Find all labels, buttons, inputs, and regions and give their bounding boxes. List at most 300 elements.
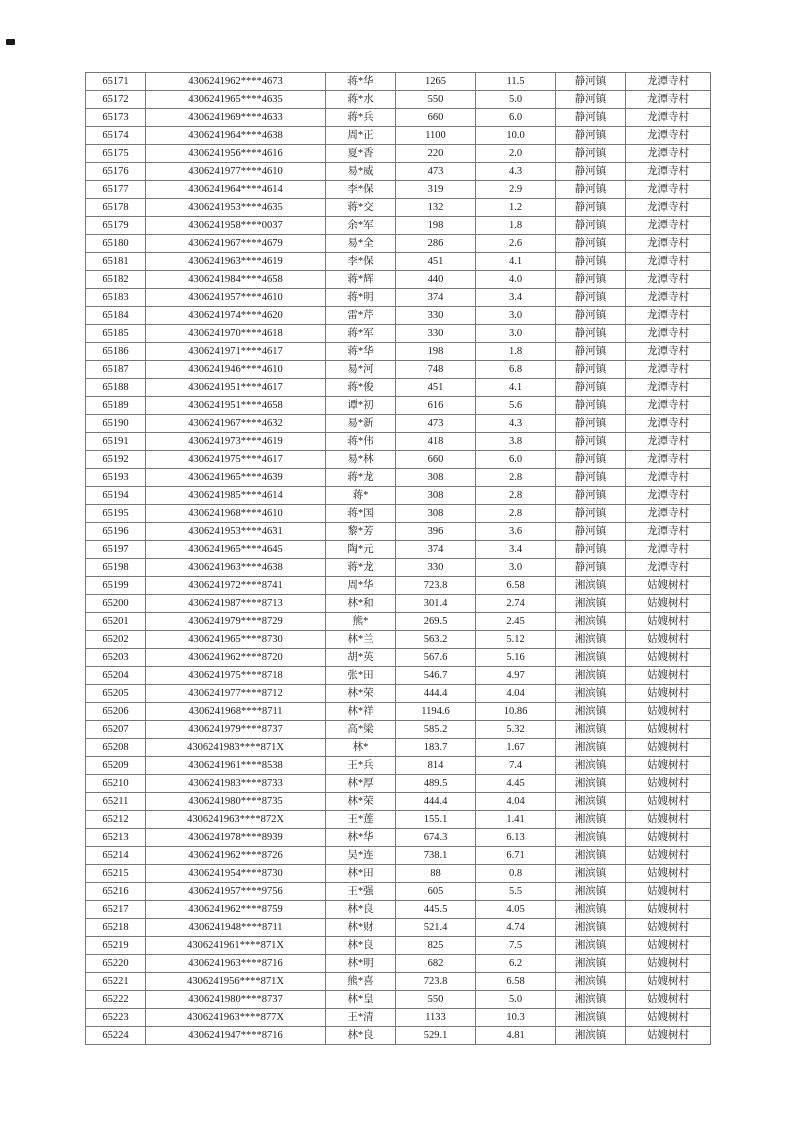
cell-town: 湘滨镇: [556, 847, 626, 865]
cell-town: 静河镇: [556, 217, 626, 235]
cell-amount: 444.4: [396, 793, 476, 811]
cell-sequence-number: 65222: [86, 991, 146, 1009]
cell-masked-name: 林*皇: [326, 991, 396, 1009]
cell-town: 静河镇: [556, 523, 626, 541]
cell-town: 湘滨镇: [556, 811, 626, 829]
cell-village: 姑嫂树村: [626, 811, 711, 829]
table-row: [86, 271, 711, 289]
cell-masked-id-number: 4306241963****872X: [146, 811, 326, 829]
cell-quantity: 4.04: [476, 793, 556, 811]
cell-masked-id-number: 4306241962****8759: [146, 901, 326, 919]
cell-masked-id-number: 4306241956****871X: [146, 973, 326, 991]
cell-masked-name: 林*: [326, 739, 396, 757]
table-row: [86, 289, 711, 307]
cell-masked-id-number: 4306241985****4614: [146, 487, 326, 505]
cell-masked-id-number: 4306241965****8730: [146, 631, 326, 649]
cell-quantity: 4.81: [476, 1027, 556, 1045]
cell-town: 湘滨镇: [556, 757, 626, 775]
cell-masked-id-number: 4306241983****8733: [146, 775, 326, 793]
cell-town: 湘滨镇: [556, 919, 626, 937]
cell-masked-name: 李*保: [326, 181, 396, 199]
cell-town: 静河镇: [556, 379, 626, 397]
cell-quantity: 4.3: [476, 415, 556, 433]
cell-masked-name: 熊*喜: [326, 973, 396, 991]
cell-quantity: 4.97: [476, 667, 556, 685]
cell-village: 龙潭寺村: [626, 181, 711, 199]
cell-amount: 674.3: [396, 829, 476, 847]
cell-masked-id-number: 4306241954****8730: [146, 865, 326, 883]
cell-town: 湘滨镇: [556, 667, 626, 685]
cell-village: 龙潭寺村: [626, 451, 711, 469]
cell-village: 姑嫂树村: [626, 739, 711, 757]
cell-masked-id-number: 4306241958****0037: [146, 217, 326, 235]
cell-quantity: 4.45: [476, 775, 556, 793]
cell-quantity: 5.16: [476, 649, 556, 667]
cell-masked-name: 黎*芳: [326, 523, 396, 541]
cell-masked-id-number: 4306241977****4610: [146, 163, 326, 181]
cell-masked-name: 蒋*龙: [326, 469, 396, 487]
cell-village: 姑嫂树村: [626, 721, 711, 739]
cell-amount: 529.1: [396, 1027, 476, 1045]
cell-sequence-number: 65188: [86, 379, 146, 397]
cell-town: 静河镇: [556, 163, 626, 181]
cell-village: 姑嫂树村: [626, 1027, 711, 1045]
cell-quantity: 6.13: [476, 829, 556, 847]
cell-quantity: 3.8: [476, 433, 556, 451]
cell-amount: 660: [396, 109, 476, 127]
cell-town: 静河镇: [556, 541, 626, 559]
cell-masked-id-number: 4306241987****8713: [146, 595, 326, 613]
table-row: [86, 361, 711, 379]
cell-sequence-number: 65199: [86, 577, 146, 595]
cell-amount: 183.7: [396, 739, 476, 757]
cell-village: 龙潭寺村: [626, 163, 711, 181]
cell-masked-id-number: 4306241977****8712: [146, 685, 326, 703]
cell-masked-id-number: 4306241962****4673: [146, 73, 326, 91]
cell-sequence-number: 65194: [86, 487, 146, 505]
cell-masked-name: 夏*香: [326, 145, 396, 163]
cell-masked-id-number: 4306241963****8716: [146, 955, 326, 973]
cell-sequence-number: 65187: [86, 361, 146, 379]
cell-amount: 814: [396, 757, 476, 775]
table-row: [86, 703, 711, 721]
cell-town: 湘滨镇: [556, 937, 626, 955]
cell-town: 静河镇: [556, 505, 626, 523]
cell-masked-name: 张*田: [326, 667, 396, 685]
cell-masked-name: 蒋*交: [326, 199, 396, 217]
cell-sequence-number: 65219: [86, 937, 146, 955]
cell-quantity: 6.0: [476, 451, 556, 469]
cell-amount: 616: [396, 397, 476, 415]
cell-town: 湘滨镇: [556, 1009, 626, 1027]
cell-town: 湘滨镇: [556, 901, 626, 919]
cell-quantity: 7.4: [476, 757, 556, 775]
cell-village: 龙潭寺村: [626, 541, 711, 559]
cell-masked-name: 林*兰: [326, 631, 396, 649]
table-row: [86, 253, 711, 271]
cell-amount: 269.5: [396, 613, 476, 631]
cell-masked-id-number: 4306241973****4619: [146, 433, 326, 451]
table-row: [86, 217, 711, 235]
cell-masked-id-number: 4306241947****8716: [146, 1027, 326, 1045]
cell-sequence-number: 65193: [86, 469, 146, 487]
cell-quantity: 5.6: [476, 397, 556, 415]
cell-amount: 451: [396, 379, 476, 397]
table-row: [86, 901, 711, 919]
cell-amount: 308: [396, 505, 476, 523]
cell-quantity: 6.8: [476, 361, 556, 379]
cell-sequence-number: 65215: [86, 865, 146, 883]
table-row: [86, 1027, 711, 1045]
cell-masked-id-number: 4306241971****4617: [146, 343, 326, 361]
table-row: [86, 919, 711, 937]
cell-masked-id-number: 4306241967****4679: [146, 235, 326, 253]
cell-quantity: 2.0: [476, 145, 556, 163]
cell-masked-name: 周*正: [326, 127, 396, 145]
cell-amount: 418: [396, 433, 476, 451]
cell-amount: 451: [396, 253, 476, 271]
cell-sequence-number: 65181: [86, 253, 146, 271]
cell-quantity: 2.8: [476, 505, 556, 523]
cell-village: 龙潭寺村: [626, 433, 711, 451]
cell-masked-name: 蒋*兵: [326, 109, 396, 127]
cell-masked-name: 林*财: [326, 919, 396, 937]
cell-town: 静河镇: [556, 127, 626, 145]
cell-quantity: 2.6: [476, 235, 556, 253]
cell-masked-id-number: 4306241965****4645: [146, 541, 326, 559]
cell-amount: 563.2: [396, 631, 476, 649]
cell-town: 静河镇: [556, 415, 626, 433]
cell-sequence-number: 65176: [86, 163, 146, 181]
cell-masked-name: 林*厚: [326, 775, 396, 793]
cell-amount: 1100: [396, 127, 476, 145]
cell-masked-name: 易*河: [326, 361, 396, 379]
cell-town: 湘滨镇: [556, 613, 626, 631]
cell-masked-id-number: 4306241953****4635: [146, 199, 326, 217]
cell-amount: 132: [396, 199, 476, 217]
cell-masked-name: 余*军: [326, 217, 396, 235]
cell-amount: 308: [396, 469, 476, 487]
cell-sequence-number: 65198: [86, 559, 146, 577]
cell-sequence-number: 65175: [86, 145, 146, 163]
cell-town: 湘滨镇: [556, 955, 626, 973]
cell-masked-name: 陶*元: [326, 541, 396, 559]
table-row: [86, 181, 711, 199]
page-corner-mark: [6, 39, 15, 45]
cell-masked-name: 王*清: [326, 1009, 396, 1027]
cell-quantity: 3.4: [476, 541, 556, 559]
cell-sequence-number: 65211: [86, 793, 146, 811]
cell-town: 静河镇: [556, 469, 626, 487]
cell-masked-name: 周*华: [326, 577, 396, 595]
cell-masked-id-number: 4306241962****8726: [146, 847, 326, 865]
cell-sequence-number: 65173: [86, 109, 146, 127]
cell-sequence-number: 65179: [86, 217, 146, 235]
cell-quantity: 3.6: [476, 523, 556, 541]
cell-quantity: 2.9: [476, 181, 556, 199]
cell-village: 龙潭寺村: [626, 199, 711, 217]
cell-village: 龙潭寺村: [626, 91, 711, 109]
cell-town: 静河镇: [556, 343, 626, 361]
cell-sequence-number: 65221: [86, 973, 146, 991]
cell-village: 龙潭寺村: [626, 73, 711, 91]
cell-masked-id-number: 4306241980****8735: [146, 793, 326, 811]
table-row: [86, 199, 711, 217]
cell-quantity: 6.58: [476, 577, 556, 595]
cell-sequence-number: 65196: [86, 523, 146, 541]
cell-quantity: 5.0: [476, 91, 556, 109]
cell-sequence-number: 65184: [86, 307, 146, 325]
cell-quantity: 4.0: [476, 271, 556, 289]
cell-sequence-number: 65195: [86, 505, 146, 523]
table-row: [86, 235, 711, 253]
cell-masked-id-number: 4306241946****4610: [146, 361, 326, 379]
cell-quantity: 5.5: [476, 883, 556, 901]
cell-sequence-number: 65204: [86, 667, 146, 685]
cell-masked-id-number: 4306241962****8720: [146, 649, 326, 667]
cell-masked-name: 易*威: [326, 163, 396, 181]
table-row: [86, 847, 711, 865]
cell-sequence-number: 65214: [86, 847, 146, 865]
cell-amount: 1133: [396, 1009, 476, 1027]
cell-village: 姑嫂树村: [626, 577, 711, 595]
cell-sequence-number: 65208: [86, 739, 146, 757]
cell-quantity: 11.5: [476, 73, 556, 91]
cell-masked-name: 蒋*华: [326, 343, 396, 361]
cell-village: 姑嫂树村: [626, 703, 711, 721]
cell-town: 静河镇: [556, 109, 626, 127]
cell-masked-id-number: 4306241965****4635: [146, 91, 326, 109]
cell-amount: 723.8: [396, 973, 476, 991]
cell-amount: 1265: [396, 73, 476, 91]
cell-masked-id-number: 4306241968****8711: [146, 703, 326, 721]
cell-sequence-number: 65207: [86, 721, 146, 739]
cell-masked-name: 林*明: [326, 955, 396, 973]
cell-sequence-number: 65201: [86, 613, 146, 631]
cell-amount: 1194.6: [396, 703, 476, 721]
cell-amount: 825: [396, 937, 476, 955]
cell-town: 静河镇: [556, 73, 626, 91]
cell-amount: 473: [396, 163, 476, 181]
cell-amount: 220: [396, 145, 476, 163]
cell-town: 静河镇: [556, 271, 626, 289]
cell-masked-id-number: 4306241984****4658: [146, 271, 326, 289]
cell-town: 湘滨镇: [556, 829, 626, 847]
cell-village: 龙潭寺村: [626, 307, 711, 325]
cell-masked-name: 易*林: [326, 451, 396, 469]
cell-town: 湘滨镇: [556, 865, 626, 883]
cell-masked-id-number: 4306241963****4638: [146, 559, 326, 577]
records-table: [85, 72, 711, 1045]
table-row: [86, 649, 711, 667]
table-row: [86, 937, 711, 955]
cell-sequence-number: 65186: [86, 343, 146, 361]
table-row: [86, 127, 711, 145]
cell-masked-name: 雷*芹: [326, 307, 396, 325]
cell-masked-id-number: 4306241968****4610: [146, 505, 326, 523]
cell-masked-id-number: 4306241963****877X: [146, 1009, 326, 1027]
cell-sequence-number: 65178: [86, 199, 146, 217]
table-row: [86, 307, 711, 325]
cell-sequence-number: 65174: [86, 127, 146, 145]
cell-amount: 440: [396, 271, 476, 289]
cell-village: 龙潭寺村: [626, 415, 711, 433]
table-row: [86, 595, 711, 613]
cell-town: 静河镇: [556, 289, 626, 307]
cell-amount: 155.1: [396, 811, 476, 829]
table-row: [86, 163, 711, 181]
table-row: [86, 793, 711, 811]
cell-masked-name: 蒋*明: [326, 289, 396, 307]
cell-village: 龙潭寺村: [626, 469, 711, 487]
cell-village: 龙潭寺村: [626, 523, 711, 541]
cell-town: 湘滨镇: [556, 1027, 626, 1045]
cell-sequence-number: 65203: [86, 649, 146, 667]
cell-village: 龙潭寺村: [626, 325, 711, 343]
table-row: [86, 1009, 711, 1027]
cell-quantity: 2.45: [476, 613, 556, 631]
cell-masked-name: 林*良: [326, 901, 396, 919]
cell-sequence-number: 65200: [86, 595, 146, 613]
cell-quantity: 10.3: [476, 1009, 556, 1027]
cell-village: 龙潭寺村: [626, 145, 711, 163]
cell-village: 龙潭寺村: [626, 127, 711, 145]
cell-village: 姑嫂树村: [626, 649, 711, 667]
cell-sequence-number: 65171: [86, 73, 146, 91]
cell-sequence-number: 65190: [86, 415, 146, 433]
cell-town: 湘滨镇: [556, 991, 626, 1009]
table-row: [86, 811, 711, 829]
cell-sequence-number: 65218: [86, 919, 146, 937]
cell-town: 静河镇: [556, 91, 626, 109]
cell-village: 姑嫂树村: [626, 595, 711, 613]
cell-quantity: 4.74: [476, 919, 556, 937]
cell-masked-name: 李*保: [326, 253, 396, 271]
cell-masked-name: 林*良: [326, 937, 396, 955]
cell-town: 湘滨镇: [556, 577, 626, 595]
cell-masked-id-number: 4306241951****4658: [146, 397, 326, 415]
cell-village: 龙潭寺村: [626, 379, 711, 397]
cell-quantity: 3.4: [476, 289, 556, 307]
cell-village: 龙潭寺村: [626, 271, 711, 289]
cell-masked-id-number: 4306241979****8737: [146, 721, 326, 739]
cell-amount: 396: [396, 523, 476, 541]
cell-quantity: 2.8: [476, 469, 556, 487]
cell-masked-name: 高*梁: [326, 721, 396, 739]
cell-town: 湘滨镇: [556, 649, 626, 667]
cell-masked-name: 林*荣: [326, 793, 396, 811]
cell-village: 姑嫂树村: [626, 667, 711, 685]
cell-village: 姑嫂树村: [626, 973, 711, 991]
cell-village: 龙潭寺村: [626, 361, 711, 379]
cell-masked-id-number: 4306241948****8711: [146, 919, 326, 937]
cell-amount: 738.1: [396, 847, 476, 865]
cell-village: 姑嫂树村: [626, 829, 711, 847]
cell-masked-name: 吴*连: [326, 847, 396, 865]
cell-quantity: 0.8: [476, 865, 556, 883]
cell-masked-name: 林*和: [326, 595, 396, 613]
cell-village: 姑嫂树村: [626, 1009, 711, 1027]
table-row: [86, 379, 711, 397]
cell-town: 静河镇: [556, 433, 626, 451]
cell-masked-id-number: 4306241979****8729: [146, 613, 326, 631]
cell-masked-name: 王*兵: [326, 757, 396, 775]
table-row: [86, 775, 711, 793]
cell-amount: 445.5: [396, 901, 476, 919]
cell-masked-name: 易*新: [326, 415, 396, 433]
cell-amount: 723.8: [396, 577, 476, 595]
table-row: [86, 991, 711, 1009]
cell-quantity: 4.1: [476, 253, 556, 271]
cell-village: 姑嫂树村: [626, 613, 711, 631]
cell-quantity: 1.41: [476, 811, 556, 829]
cell-sequence-number: 65189: [86, 397, 146, 415]
cell-amount: 286: [396, 235, 476, 253]
cell-sequence-number: 65206: [86, 703, 146, 721]
cell-masked-id-number: 4306241964****4638: [146, 127, 326, 145]
table-row: [86, 145, 711, 163]
cell-sequence-number: 65192: [86, 451, 146, 469]
cell-quantity: 1.8: [476, 217, 556, 235]
cell-masked-name: 蒋*辉: [326, 271, 396, 289]
cell-masked-name: 林*田: [326, 865, 396, 883]
cell-masked-id-number: 4306241978****8939: [146, 829, 326, 847]
table-row: [86, 973, 711, 991]
cell-sequence-number: 65172: [86, 91, 146, 109]
table-row: [86, 955, 711, 973]
cell-sequence-number: 65210: [86, 775, 146, 793]
cell-village: 龙潭寺村: [626, 109, 711, 127]
cell-town: 湘滨镇: [556, 739, 626, 757]
table-row: [86, 865, 711, 883]
cell-quantity: 5.12: [476, 631, 556, 649]
cell-sequence-number: 65224: [86, 1027, 146, 1045]
table-row: [86, 577, 711, 595]
cell-amount: 308: [396, 487, 476, 505]
cell-masked-id-number: 4306241983****871X: [146, 739, 326, 757]
cell-amount: 585.2: [396, 721, 476, 739]
cell-town: 静河镇: [556, 181, 626, 199]
cell-town: 湘滨镇: [556, 685, 626, 703]
table-row: [86, 397, 711, 415]
cell-town: 静河镇: [556, 307, 626, 325]
cell-amount: 550: [396, 991, 476, 1009]
cell-town: 湘滨镇: [556, 721, 626, 739]
cell-amount: 605: [396, 883, 476, 901]
cell-amount: 444.4: [396, 685, 476, 703]
cell-sequence-number: 65209: [86, 757, 146, 775]
cell-masked-name: 谭*初: [326, 397, 396, 415]
cell-amount: 330: [396, 307, 476, 325]
cell-masked-name: 蒋*华: [326, 73, 396, 91]
table-row: [86, 505, 711, 523]
cell-town: 静河镇: [556, 235, 626, 253]
table-row: [86, 469, 711, 487]
cell-quantity: 2.74: [476, 595, 556, 613]
cell-quantity: 5.32: [476, 721, 556, 739]
table-row: [86, 757, 711, 775]
cell-amount: 198: [396, 343, 476, 361]
cell-quantity: 4.3: [476, 163, 556, 181]
cell-masked-name: 林*荣: [326, 685, 396, 703]
table-row: [86, 73, 711, 91]
cell-town: 静河镇: [556, 199, 626, 217]
cell-quantity: 1.8: [476, 343, 556, 361]
table-row: [86, 559, 711, 577]
table-row: [86, 541, 711, 559]
cell-town: 静河镇: [556, 253, 626, 271]
cell-quantity: 3.0: [476, 325, 556, 343]
